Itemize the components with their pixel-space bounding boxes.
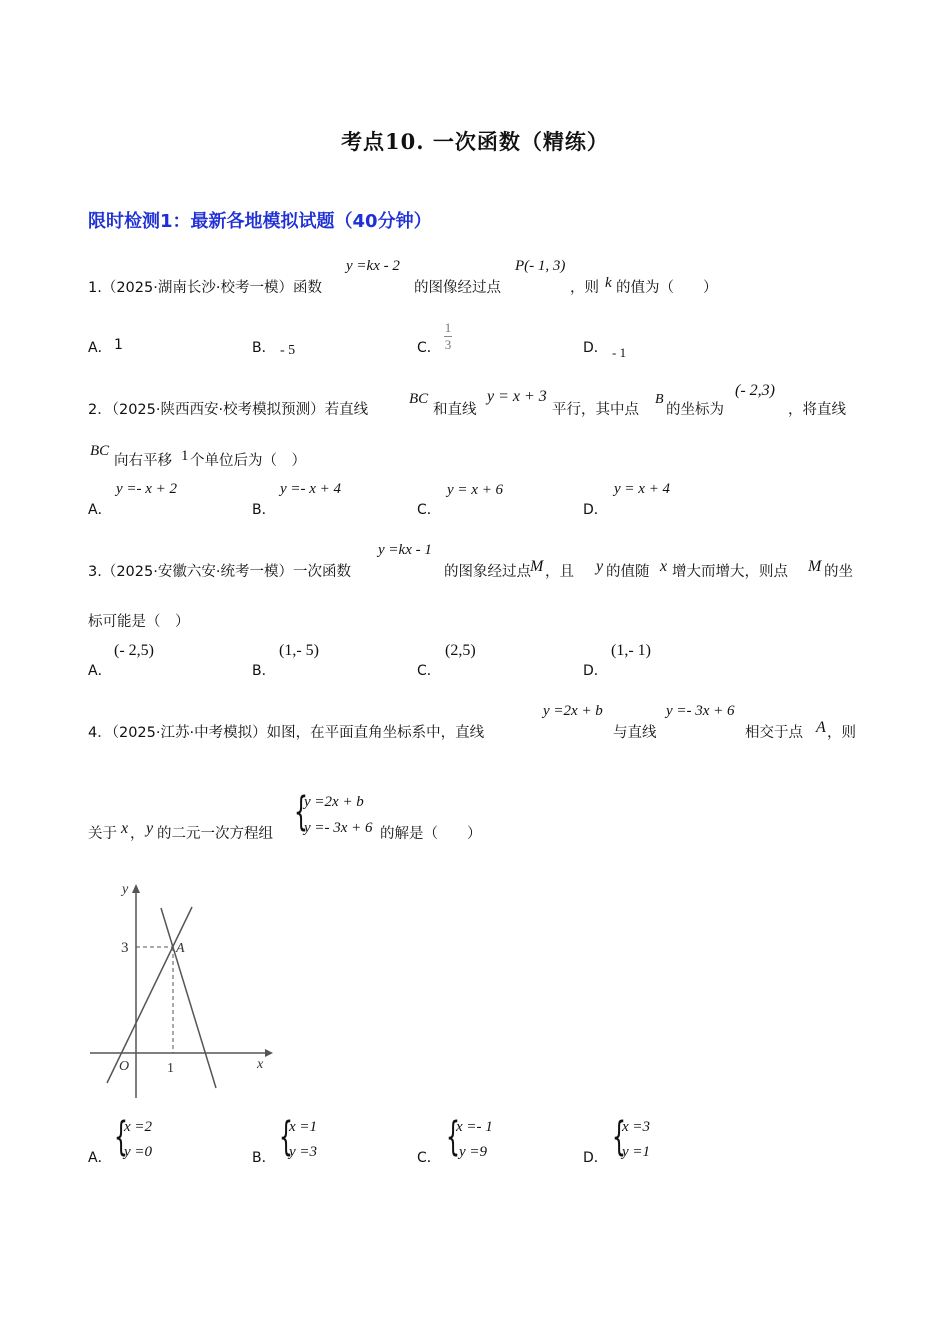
q2-option-d: y = x + 4 xyxy=(614,481,671,497)
q4-line2-mid: 的二元一次方程组 xyxy=(157,826,273,842)
q2-bc: BC xyxy=(409,391,429,407)
q1-option-c-denominator: 3 xyxy=(444,337,452,352)
q2-line2-text: 向右平移 xyxy=(114,453,172,469)
q1-option-b-label: B． xyxy=(252,340,276,356)
q1-function: y =kx - 2 xyxy=(346,258,400,274)
q3-line2: 标可能是（ ） xyxy=(88,614,190,630)
q4-option-d-y: y =1 xyxy=(622,1144,651,1160)
q4-option-c-label: C． xyxy=(417,1150,441,1166)
q1-option-a: 1 xyxy=(114,337,123,353)
q4-comma: ， xyxy=(130,826,145,842)
y-tick-label: 3 xyxy=(121,940,129,956)
system-brace: { xyxy=(294,789,308,835)
q1-option-c-fraction xyxy=(444,321,452,352)
q1-option-d-label: D． xyxy=(583,340,608,356)
line-y-2x-b xyxy=(107,907,192,1083)
point-a-label: A xyxy=(176,941,185,956)
q1-k: k xyxy=(605,275,612,291)
q4-a: A xyxy=(816,719,826,736)
q3-option-b: (1,- 5) xyxy=(279,642,319,659)
q4-line2-end: 的解是（ ） xyxy=(380,826,482,842)
y-axis-arrow-icon xyxy=(132,884,140,893)
q2-option-b: y =- x + 4 xyxy=(280,481,342,497)
q3-x: x xyxy=(660,558,668,575)
q1-option-b: - 5 xyxy=(280,343,296,358)
origin-label: O xyxy=(119,1059,130,1074)
q2-line2-end: 个单位后为（ ） xyxy=(190,453,306,469)
option-b-brace: { xyxy=(279,1114,293,1160)
q4-option-c-x: x =- 1 xyxy=(456,1119,493,1135)
q4-option-a-y: y =0 xyxy=(124,1144,153,1160)
x-axis-label: x xyxy=(257,1057,264,1072)
q2-mid3: 的坐标为 xyxy=(666,402,724,418)
q2-line2-bc: BC xyxy=(90,443,110,459)
q2-option-a-label: A． xyxy=(88,502,112,518)
x-tick-label: 1 xyxy=(167,1061,174,1076)
q3-option-a: (- 2,5) xyxy=(114,642,154,659)
q4-option-d-label: D． xyxy=(583,1150,608,1166)
q4-y: y xyxy=(146,820,154,837)
q2-option-a: y =- x + 2 xyxy=(116,481,178,497)
q2-tail: ，将直线 xyxy=(788,402,846,418)
q2-option-b-label: B． xyxy=(252,502,276,518)
q3-option-c: (2,5) xyxy=(445,642,476,659)
q4-line2: y =- 3x + 6 xyxy=(666,703,735,719)
q3-prefix: 3.（2025·安徽六安·统考一模）一次函数 xyxy=(88,564,351,580)
q3-option-c-label: C． xyxy=(417,663,441,679)
q2-one: 1 xyxy=(181,448,189,464)
q3-mid2: ，且 xyxy=(545,564,574,580)
q3-function: y =kx - 1 xyxy=(378,542,432,558)
q3-m1: M xyxy=(530,558,544,575)
q1-prefix: 1.（2025·湖南长沙·校考一模）函数 xyxy=(88,280,322,296)
x-axis-arrow-icon xyxy=(265,1049,273,1057)
y-axis-label: y xyxy=(122,882,129,897)
q1-mid: 的图像经过点 xyxy=(414,280,501,296)
q1-point: P(- 1, 3) xyxy=(515,258,566,274)
q1-option-d: - 1 xyxy=(612,345,627,360)
q4-option-a-x: x =2 xyxy=(124,1119,153,1135)
q3-option-d: (1,- 1) xyxy=(611,642,651,659)
q4-option-a-label: A． xyxy=(88,1150,112,1166)
q4-option-b-y: y =3 xyxy=(289,1144,318,1160)
q2-b: B xyxy=(655,392,664,407)
q3-m2: M xyxy=(808,558,822,575)
q1-option-c-numerator: 1 xyxy=(444,320,452,335)
q2-mid1: 和直线 xyxy=(433,402,477,418)
q2-prefix: 2．（2025·陕西西安·校考模拟预测）若直线 xyxy=(88,402,369,418)
q4-mid1: 与直线 xyxy=(613,725,657,741)
q4-line2-prefix: 关于 xyxy=(88,826,117,842)
q2-option-c: y = x + 6 xyxy=(447,482,504,498)
q4-graph xyxy=(85,878,275,1103)
q3-end: 的坐 xyxy=(824,564,853,580)
q4-option-b-x: x =1 xyxy=(289,1119,318,1135)
q3-option-a-label: A． xyxy=(88,663,112,679)
q4-prefix: 4．（2025·江苏·中考模拟）如图，在平面直角坐标系中，直线 xyxy=(88,725,485,741)
q4-end: ，则 xyxy=(827,725,856,741)
option-a-brace: { xyxy=(114,1114,128,1160)
q4-option-d-x: x =3 xyxy=(622,1119,651,1135)
q3-mid3: 的值随 xyxy=(606,564,650,580)
page-title: 考点10. 一次函数（精练） xyxy=(341,129,609,154)
q3-y: y xyxy=(596,558,604,575)
q2-coord: (- 2,3) xyxy=(735,382,775,399)
q4-option-b-label: B． xyxy=(252,1150,276,1166)
q3-mid4: 增大而增大，则点 xyxy=(672,564,788,580)
q4-line1: y =2x + b xyxy=(543,703,603,719)
q4-system-eq2: y =- 3x + 6 xyxy=(304,820,373,836)
q2-option-d-label: D． xyxy=(583,502,608,518)
q4-x: x xyxy=(121,820,129,837)
section-heading: 限时检测1：最新各地模拟试题（40分钟） xyxy=(88,211,432,232)
option-d-brace: { xyxy=(612,1114,626,1160)
q1-option-c-label: C． xyxy=(417,340,441,356)
q4-option-c-y: y =9 xyxy=(459,1144,488,1160)
q3-mid1: 的图象经过点 xyxy=(444,564,531,580)
q3-option-d-label: D． xyxy=(583,663,608,679)
q2-line: y = x + 3 xyxy=(487,388,547,405)
q1-option-a-label: A． xyxy=(88,340,112,356)
q1-tail: ，则 xyxy=(570,280,599,296)
q4-system-eq1: y =2x + b xyxy=(304,794,364,810)
q2-mid2: 平行，其中点 xyxy=(552,402,639,418)
q2-option-c-label: C． xyxy=(417,502,441,518)
option-c-brace: { xyxy=(446,1114,460,1160)
q1-end: 的值为（ ） xyxy=(616,280,718,296)
q3-option-b-label: B． xyxy=(252,663,276,679)
q4-mid2: 相交于点 xyxy=(745,725,803,741)
